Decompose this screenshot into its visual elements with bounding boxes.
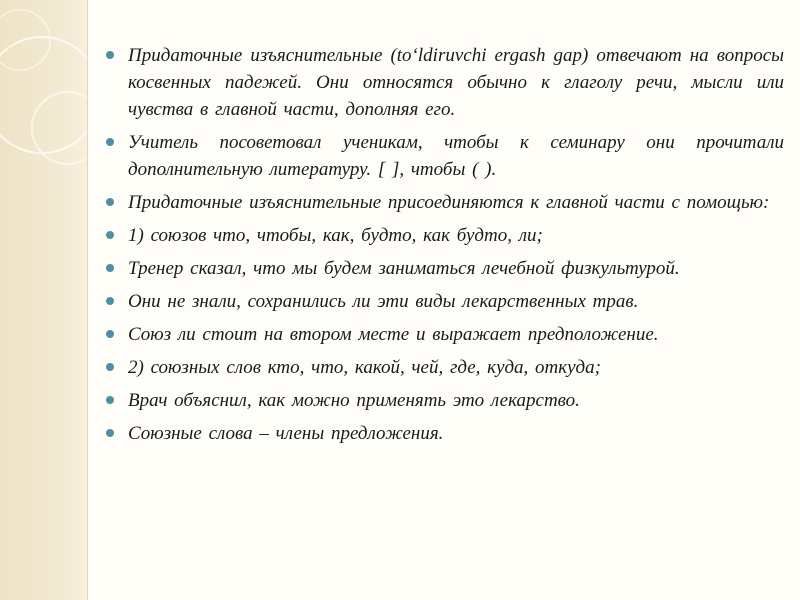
decorative-circles [0,0,110,220]
bullet-item [104,42,784,123]
bullet-text: Союзные слова – члены предложения. [128,423,444,444]
slide-bullet-list [104,42,784,453]
bullet-dot-icon [106,231,114,239]
bullet-item [104,354,784,381]
bullet-text: Союз ли стоит на втором месте и выражает предположение. [128,324,659,345]
bullet-text: Тренер сказал, что мы будем заниматься лечебной физкультурой. [128,258,680,279]
bullet-text: Придаточные изъяснительные (to‘ldiruvchi ergash gap) отвечают на вопросы косвенных падежей. Они относятся обычно к глаголу речи, мысли или чувства в главной части, дополняя его. [128,45,784,120]
bullet-dot-icon [106,330,114,338]
bullet-text: Придаточные изъяснительные присоединяются к главной части с помощью: [128,192,770,213]
bullet-item [104,321,784,348]
bullet-item [104,222,784,249]
bullet-dot-icon [106,363,114,371]
bullet-text: 1) союзов что, чтобы, как, будто, как будто, ли; [128,225,543,246]
bullet-text: 2) союзных слов кто, что, какой, чей, где, куда, откуда; [128,357,601,378]
bullet-dot-icon [106,51,114,59]
bullet-text: Они не знали, сохранились ли эти виды лекарственных трав. [128,291,639,312]
bullet-item [104,255,784,282]
bullet-item [104,129,784,183]
bullet-text: Врач объяснил, как можно применять это лекарство. [128,390,580,411]
bullet-dot-icon [106,396,114,404]
bullet-item [104,288,784,315]
bullet-dot-icon [106,297,114,305]
decorative-side-band [0,0,88,600]
bullet-dot-icon [106,264,114,272]
bullet-dot-icon [106,198,114,206]
bullet-item [104,189,784,216]
bullet-text: Учитель посоветовал ученикам, чтобы к семинару они прочитали дополнительную литературу. [ ], чтобы ( ). [128,132,784,180]
bullet-item [104,387,784,414]
bullet-dot-icon [106,138,114,146]
bullet-item [104,420,784,447]
bullet-dot-icon [106,429,114,437]
